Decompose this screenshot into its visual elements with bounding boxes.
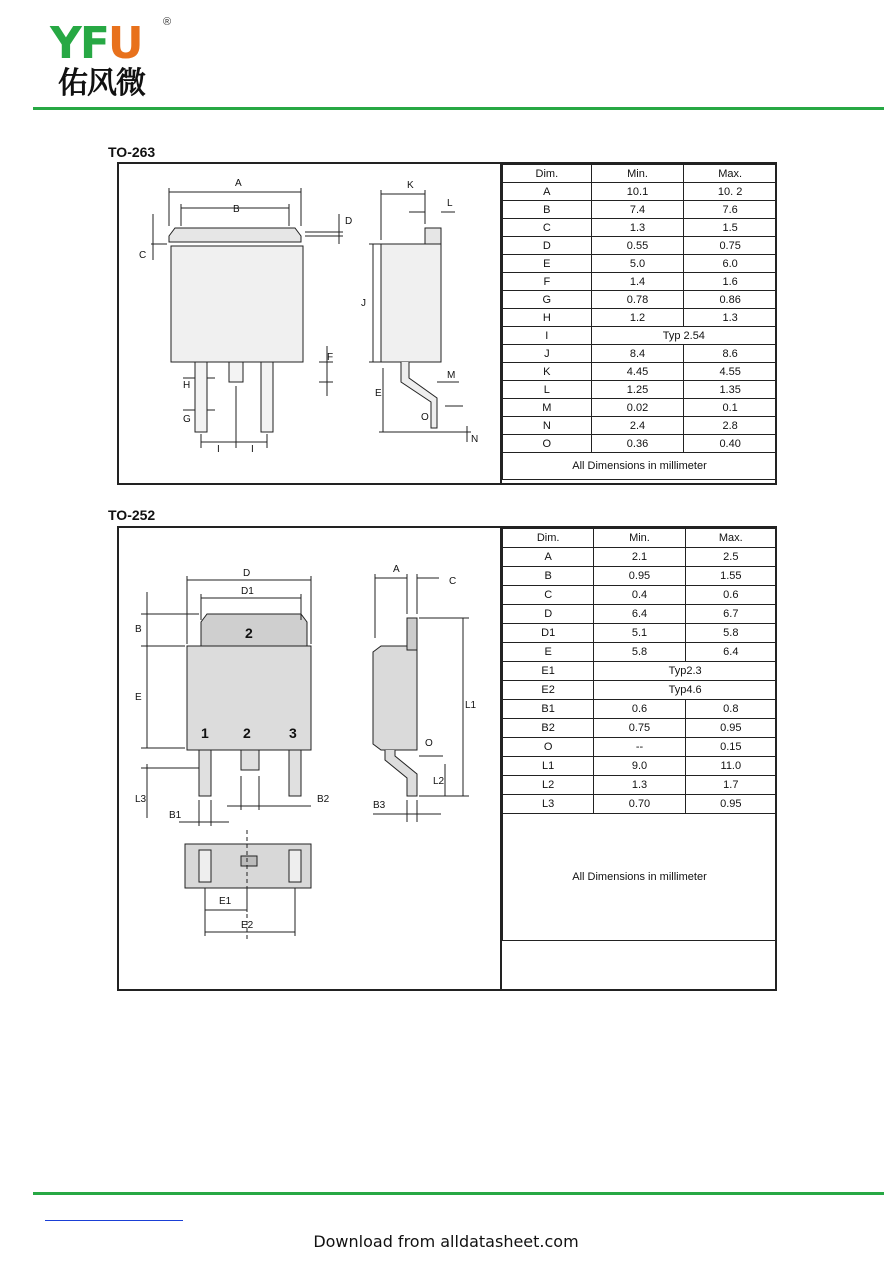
table-cell: 1.5	[684, 219, 777, 237]
table-cell: 1.3	[591, 219, 684, 237]
table-cell: L3	[503, 795, 594, 814]
to263-outline-drawing	[119, 164, 503, 483]
to263-dim-label-e: E	[375, 388, 382, 399]
to263-dim-label-l: L	[447, 198, 453, 209]
table-cell: O	[503, 435, 592, 453]
table-row	[503, 327, 777, 345]
to263-panel	[117, 162, 777, 485]
table-cell: 4.55	[684, 363, 777, 381]
to263-dim-label-m: M	[447, 370, 456, 381]
to263-dim-label-g: G	[183, 414, 191, 425]
table-cell: 8.6	[684, 345, 777, 363]
table-cell: Typ2.3	[594, 662, 777, 681]
table-header-row	[503, 165, 777, 183]
table-row	[503, 738, 777, 757]
table-cell: 6.4	[685, 643, 776, 662]
table-row	[503, 548, 777, 567]
dimensions-note: All Dimensions in millimeter	[503, 814, 777, 941]
table-cell: E	[503, 643, 594, 662]
to252-panel	[117, 526, 777, 991]
table-cell: E2	[503, 681, 594, 700]
to263-dim-label-i1: I	[217, 444, 220, 455]
table-cell: B1	[503, 700, 594, 719]
table-row	[503, 219, 777, 237]
table-note-row	[503, 453, 777, 480]
table-row	[503, 381, 777, 399]
to252-dim-label-o: O	[425, 738, 433, 749]
table-cell: 1.4	[591, 273, 684, 291]
table-cell: 0.78	[591, 291, 684, 309]
table-row	[503, 681, 777, 700]
table-cell: 2.4	[591, 417, 684, 435]
table-row	[503, 719, 777, 738]
to263-dim-label-b: B	[233, 204, 240, 215]
table-cell: E	[503, 255, 592, 273]
table-cell: 0.02	[591, 399, 684, 417]
footer-download-text: Download from alldatasheet.com	[313, 1232, 579, 1251]
to263-dim-label-f: F	[327, 352, 334, 363]
table-cell: E1	[503, 662, 594, 681]
table-cell: F	[503, 273, 592, 291]
to252-dim-label-b3: B3	[373, 800, 386, 811]
table-cell: 0.8	[685, 700, 776, 719]
to252-pin-3-label: 3	[289, 725, 297, 741]
table-cell: 0.86	[684, 291, 777, 309]
table-cell: L2	[503, 776, 594, 795]
table-header-cell: Min.	[591, 165, 684, 183]
table-cell: B2	[503, 719, 594, 738]
footer-website-link[interactable]	[45, 1220, 183, 1221]
table-row	[503, 605, 777, 624]
logo-chinese-name: 佑风微	[58, 66, 145, 101]
table-header-cell: Max.	[685, 529, 776, 548]
table-cell: I	[503, 327, 592, 345]
table-row	[503, 624, 777, 643]
table-cell: K	[503, 363, 592, 381]
table-cell: 0.6	[685, 586, 776, 605]
table-cell: 1.2	[591, 309, 684, 327]
table-cell: G	[503, 291, 592, 309]
table-cell: 1.55	[685, 567, 776, 586]
table-cell: 8.4	[591, 345, 684, 363]
to252-dim-label-a: A	[393, 564, 400, 575]
table-row	[503, 700, 777, 719]
table-cell: 1.35	[684, 381, 777, 399]
table-cell: 5.0	[591, 255, 684, 273]
footer-rule	[33, 1192, 884, 1195]
table-row	[503, 586, 777, 605]
table-cell: 9.0	[594, 757, 685, 776]
to252-pin-2-label: 2	[243, 725, 251, 741]
table-cell: 10. 2	[684, 183, 777, 201]
table-cell: J	[503, 345, 592, 363]
table-cell: A	[503, 183, 592, 201]
table-row	[503, 273, 777, 291]
table-cell: 2.5	[685, 548, 776, 567]
table-cell: 1.6	[684, 273, 777, 291]
to252-dim-label-b1: B1	[169, 810, 182, 821]
table-row	[503, 345, 777, 363]
logo-wordmark: YFU	[50, 18, 142, 69]
to252-dim-label-d: D	[243, 568, 251, 579]
to252-dim-label-e: E	[135, 692, 142, 703]
table-header-cell: Dim.	[503, 529, 594, 548]
to252-outline-drawing	[119, 528, 503, 989]
table-cell: L	[503, 381, 592, 399]
table-header-cell: Dim.	[503, 165, 592, 183]
table-cell: N	[503, 417, 592, 435]
table-cell: 7.6	[684, 201, 777, 219]
table-row	[503, 567, 777, 586]
table-cell: 5.8	[685, 624, 776, 643]
table-cell: 5.8	[594, 643, 685, 662]
to252-dim-label-l3: L3	[135, 794, 147, 805]
table-cell: 2.1	[594, 548, 685, 567]
table-cell: 1.7	[685, 776, 776, 795]
table-header-cell: Max.	[684, 165, 777, 183]
table-cell: B	[503, 201, 592, 219]
table-cell: 0.1	[684, 399, 777, 417]
to252-dimension-table	[502, 528, 777, 941]
registered-mark: ®	[163, 16, 172, 28]
table-row	[503, 417, 777, 435]
header-rule	[33, 107, 884, 110]
table-cell: D	[503, 237, 592, 255]
to263-dim-label-k: K	[407, 180, 414, 191]
table-cell: 0.95	[685, 719, 776, 738]
table-header-row	[503, 529, 777, 548]
table-row	[503, 201, 777, 219]
table-cell: 5.1	[594, 624, 685, 643]
table-row	[503, 662, 777, 681]
table-cell: 6.4	[594, 605, 685, 624]
table-row	[503, 757, 777, 776]
to263-title: TO-263	[108, 144, 156, 160]
table-cell: 6.0	[684, 255, 777, 273]
table-row	[503, 399, 777, 417]
to263-dim-label-a: A	[235, 178, 242, 189]
table-cell: 0.95	[685, 795, 776, 814]
table-cell: H	[503, 309, 592, 327]
to263-dim-label-n: N	[471, 434, 479, 445]
table-cell: 7.4	[591, 201, 684, 219]
to252-dim-label-b: B	[135, 624, 142, 635]
to252-dim-label-b2: B2	[317, 794, 330, 805]
to252-dim-label-l1: L1	[465, 700, 477, 711]
table-cell: 0.40	[684, 435, 777, 453]
table-cell: 0.70	[594, 795, 685, 814]
table-cell: --	[594, 738, 685, 757]
table-cell: 0.55	[591, 237, 684, 255]
table-cell: D	[503, 605, 594, 624]
table-cell: L1	[503, 757, 594, 776]
table-cell: 0.4	[594, 586, 685, 605]
dimensions-note: All Dimensions in millimeter	[503, 453, 777, 480]
to252-dim-label-d1: D1	[241, 586, 254, 597]
to263-dimension-table	[502, 164, 777, 480]
table-cell: A	[503, 548, 594, 567]
table-cell: 0.6	[594, 700, 685, 719]
table-cell: 10.1	[591, 183, 684, 201]
table-row	[503, 309, 777, 327]
table-cell: B	[503, 567, 594, 586]
table-cell: O	[503, 738, 594, 757]
table-header-cell: Min.	[594, 529, 685, 548]
to263-dim-label-j: J	[361, 298, 366, 309]
to263-dim-label-o: O	[421, 412, 429, 423]
table-cell: Typ 2.54	[591, 327, 776, 345]
to252-dim-label-l2: L2	[433, 776, 445, 787]
to252-pin-1-label: 1	[201, 725, 209, 741]
table-row	[503, 237, 777, 255]
to252-tab-label: 2	[245, 625, 253, 641]
table-cell: Typ4.6	[594, 681, 777, 700]
table-cell: 6.7	[685, 605, 776, 624]
table-cell: 1.3	[594, 776, 685, 795]
table-row	[503, 183, 777, 201]
table-note-row	[503, 814, 777, 941]
table-cell: C	[503, 219, 592, 237]
table-cell: 0.95	[594, 567, 685, 586]
to252-dim-label-e1: E1	[219, 896, 232, 907]
table-row	[503, 291, 777, 309]
table-row	[503, 776, 777, 795]
table-cell: 0.36	[591, 435, 684, 453]
table-cell: 1.25	[591, 381, 684, 399]
table-cell: 2.8	[684, 417, 777, 435]
table-row	[503, 435, 777, 453]
to263-dim-label-d: D	[345, 216, 353, 227]
table-cell: 0.75	[684, 237, 777, 255]
table-cell: 0.15	[685, 738, 776, 757]
table-cell: 11.0	[685, 757, 776, 776]
to252-dim-label-c: C	[449, 576, 457, 587]
to263-dim-label-h: H	[183, 380, 191, 391]
table-cell: 1.3	[684, 309, 777, 327]
table-row	[503, 795, 777, 814]
table-row	[503, 363, 777, 381]
to252-title: TO-252	[108, 507, 156, 523]
table-cell: 0.75	[594, 719, 685, 738]
company-logo	[50, 16, 180, 106]
table-cell: C	[503, 586, 594, 605]
table-row	[503, 643, 777, 662]
table-cell: M	[503, 399, 592, 417]
table-row	[503, 255, 777, 273]
table-cell: D1	[503, 624, 594, 643]
table-cell: 4.45	[591, 363, 684, 381]
to252-dim-label-e2: E2	[241, 920, 254, 931]
to263-dim-label-c: C	[139, 250, 147, 261]
to263-dim-label-i2: I	[251, 444, 254, 455]
